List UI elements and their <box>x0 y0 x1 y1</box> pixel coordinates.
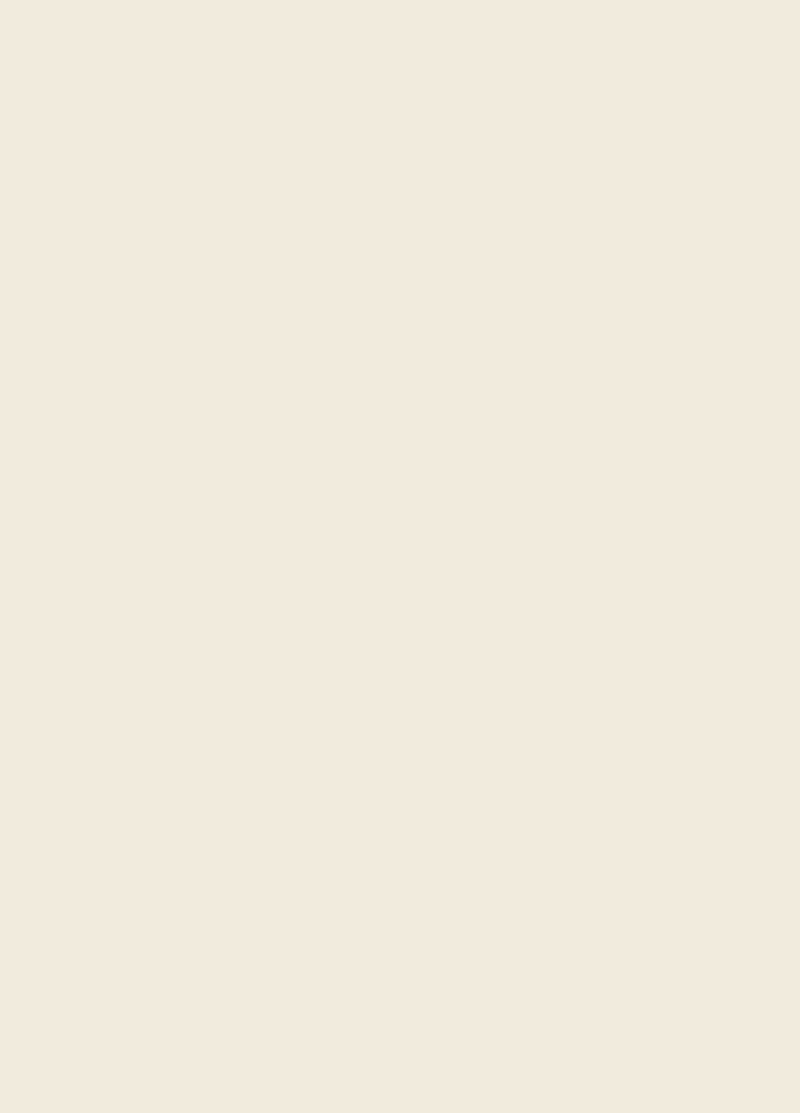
page-body <box>52 118 766 134</box>
